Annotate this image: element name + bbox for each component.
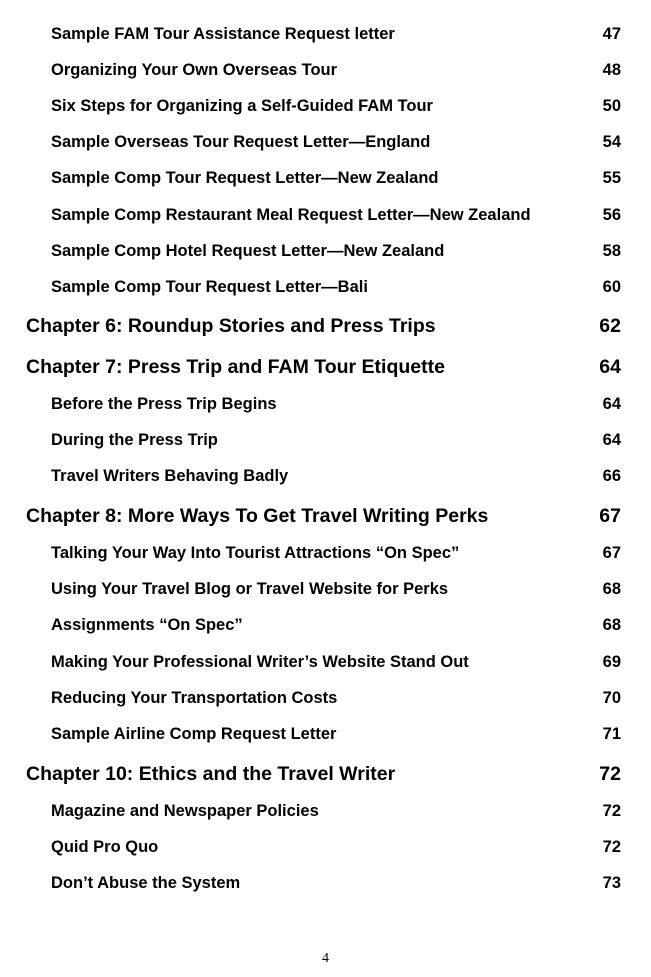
toc-entry-title: Talking Your Way Into Tourist Attractions “On Spec” — [51, 544, 460, 562]
toc-entry-title: Organizing Your Own Overseas Tour — [51, 61, 338, 79]
toc-entry-page: 72 — [602, 838, 621, 856]
toc-entry-page: 54 — [602, 133, 621, 151]
toc-chapter-title: Chapter 10: Ethics and the Travel Writer — [26, 763, 396, 785]
toc-entry-page: 73 — [602, 874, 621, 892]
toc-entry-title: Don’t Abuse the System — [51, 874, 241, 892]
toc-entry-title: Sample Comp Tour Request Letter—New Zealand — [51, 169, 439, 187]
toc-entry-title: Quid Pro Quo — [51, 838, 159, 856]
toc-entry-title: Sample Overseas Tour Request Letter—England — [51, 133, 431, 151]
toc-entry-page: 50 — [602, 97, 621, 115]
toc-entry-page: 69 — [602, 653, 621, 671]
toc-entry-page: 66 — [602, 467, 621, 485]
toc-chapter-page: 72 — [599, 763, 621, 785]
toc-entry-page: 72 — [602, 802, 621, 820]
toc-entry-title: Reducing Your Transportation Costs — [51, 689, 338, 707]
toc-entry-title: Making Your Professional Writer’s Website Stand Out — [51, 653, 469, 671]
toc-entry-page: 68 — [602, 580, 621, 598]
toc-entry-page: 48 — [602, 61, 621, 79]
toc-entry-page: 60 — [602, 278, 621, 296]
toc-entry-page: 58 — [602, 242, 621, 260]
toc-chapter-page: 64 — [599, 356, 621, 378]
toc-entry-title: Sample Comp Tour Request Letter—Bali — [51, 278, 368, 296]
page-number: 4 — [322, 951, 329, 966]
toc-entry-title: Using Your Travel Blog or Travel Website for Perks — [51, 580, 449, 598]
toc-entry-title: Travel Writers Behaving Badly — [51, 467, 289, 485]
toc-chapter-page: 62 — [599, 315, 621, 337]
toc-entry-page: 70 — [602, 689, 621, 707]
toc-entry-title: During the Press Trip — [51, 431, 218, 449]
toc-entry-page: 71 — [602, 725, 621, 743]
toc-entry-title: Sample Comp Hotel Request Letter—New Zealand — [51, 242, 445, 260]
toc-chapter-title: Chapter 8: More Ways To Get Travel Writing Perks — [26, 505, 489, 527]
toc-entry-title: Sample Airline Comp Request Letter — [51, 725, 337, 743]
toc-entry-page: 47 — [602, 25, 621, 43]
toc-entry-title: Before the Press Trip Begins — [51, 395, 277, 413]
toc-entry-page: 56 — [602, 206, 621, 224]
toc-entry-page: 64 — [602, 395, 621, 413]
toc-entry-page: 67 — [602, 544, 621, 562]
toc-chapter-page: 67 — [599, 505, 621, 527]
toc-chapter-title: Chapter 6: Roundup Stories and Press Trips — [26, 315, 436, 337]
toc-chapter-title: Chapter 7: Press Trip and FAM Tour Etiquette — [26, 356, 445, 378]
toc-entry-title: Sample FAM Tour Assistance Request letter — [51, 25, 395, 43]
toc-entry-title: Six Steps for Organizing a Self-Guided FAM Tour — [51, 97, 433, 115]
toc-entry-title: Magazine and Newspaper Policies — [51, 802, 319, 820]
toc-entry-page: 64 — [602, 431, 621, 449]
toc-entry-page: 55 — [602, 169, 621, 187]
toc-entry-title: Assignments “On Spec” — [51, 616, 243, 634]
toc-entry-title: Sample Comp Restaurant Meal Request Letter—New Zealand — [51, 206, 531, 224]
toc-entry-page: 68 — [602, 616, 621, 634]
